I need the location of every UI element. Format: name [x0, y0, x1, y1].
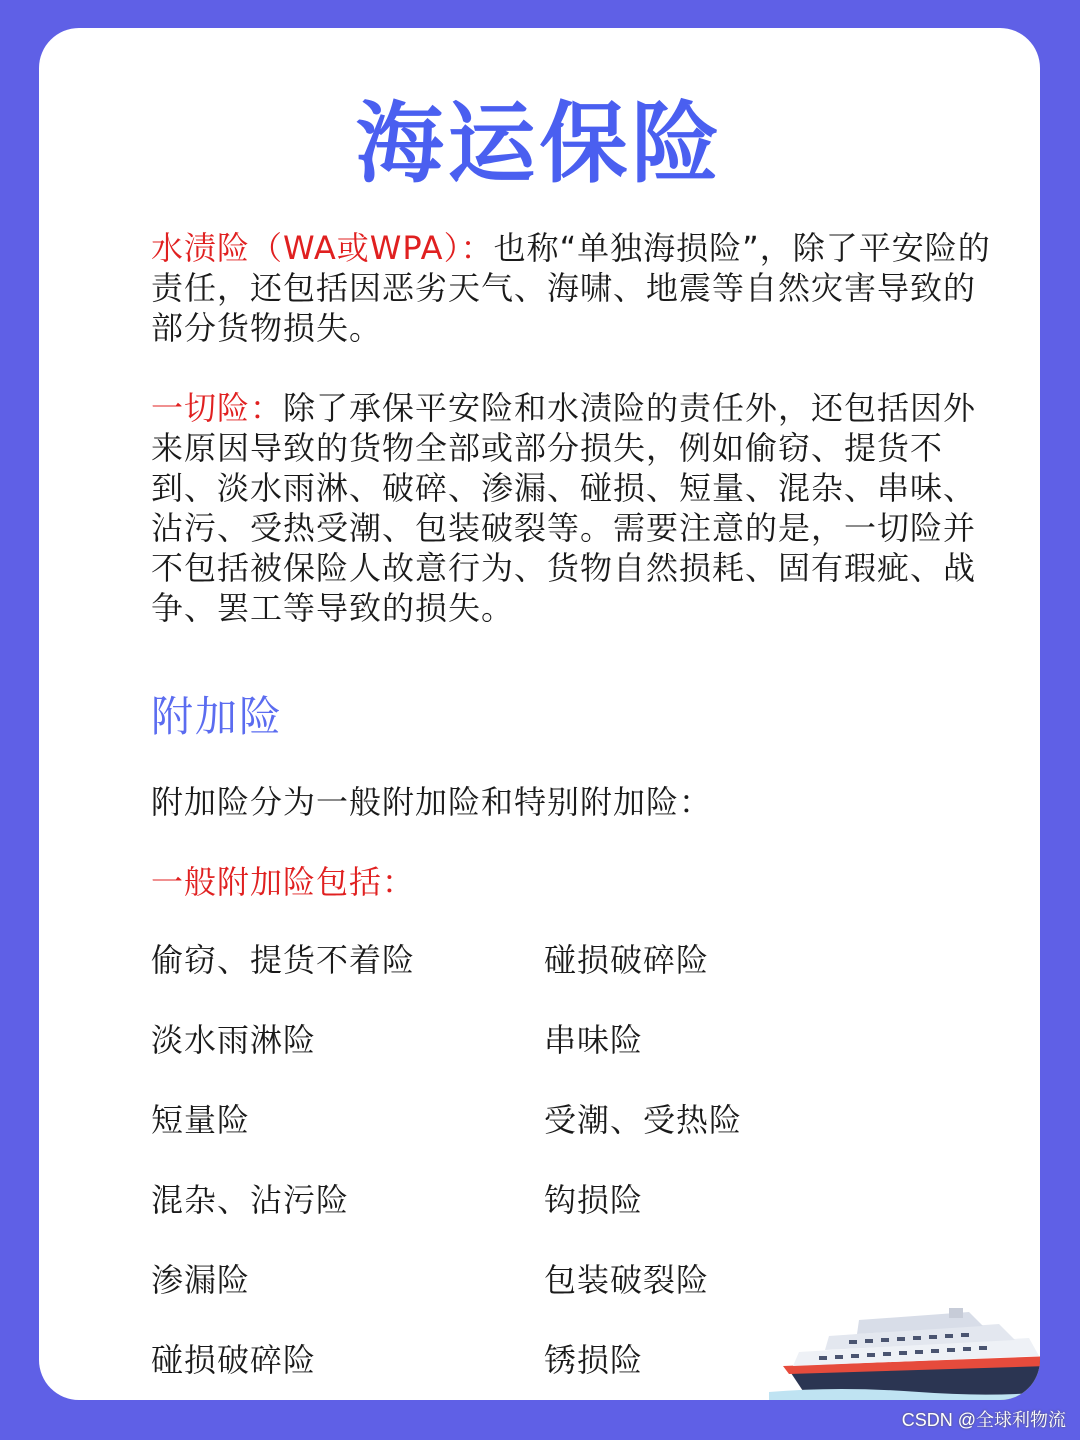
- list-item: 锈损险: [544, 1341, 644, 1379]
- page-title: 海运保险: [355, 92, 724, 195]
- all-risks-text: 除了承保平安险和水渍险的责任外，还包括因外来原因导致的货物全部或部分损失，例如偷窃、提货不到、淡水雨淋、破碎、渗漏、碰损、短量、混杂、串味、沾污、受热受潮、包装破裂等。需要注意的是，一切险并不包括被保险人故意行为、货物自然损耗、固有瑕疵、战争、罢工等导致的损失。: [151, 389, 977, 627]
- list-item: 受潮、受热险: [544, 1101, 743, 1139]
- content-card: [39, 28, 1040, 1400]
- watermark: CSDN @全球利物流: [901, 1410, 1066, 1430]
- all-risks-label: 一切险：: [151, 389, 284, 427]
- list-item: 偷窃、提货不着险: [151, 941, 416, 979]
- additional-heading: 附加险: [151, 692, 284, 741]
- list-item: 混杂、沾污险: [151, 1181, 350, 1219]
- general-additional-heading: 一般附加险包括：: [151, 863, 416, 901]
- additional-intro: 附加险分为一般附加险和特别附加险：: [151, 783, 713, 821]
- all-risks-paragraph: [151, 388, 991, 628]
- list-item: 碰损破碎险: [544, 941, 710, 979]
- list-item: 渗漏险: [151, 1261, 251, 1299]
- wa-text: 也称“单独海损险”，除了平安险的责任，还包括因恶劣天气、海啸、地震等自然灾害导致的部分货物损失。: [151, 229, 991, 347]
- list-item: 碰损破碎险: [151, 1341, 317, 1379]
- wa-label: 水渍险（WA或WPA）：: [151, 229, 494, 267]
- list-item: 钩损险: [544, 1181, 644, 1219]
- list-item: 淡水雨淋险: [151, 1021, 317, 1059]
- list-item: 包装破裂险: [544, 1261, 710, 1299]
- wa-paragraph: [151, 228, 991, 348]
- list-item: 串味险: [544, 1021, 644, 1059]
- list-item: 短量险: [151, 1101, 251, 1139]
- cruise-ship-illustration: [769, 1308, 1040, 1400]
